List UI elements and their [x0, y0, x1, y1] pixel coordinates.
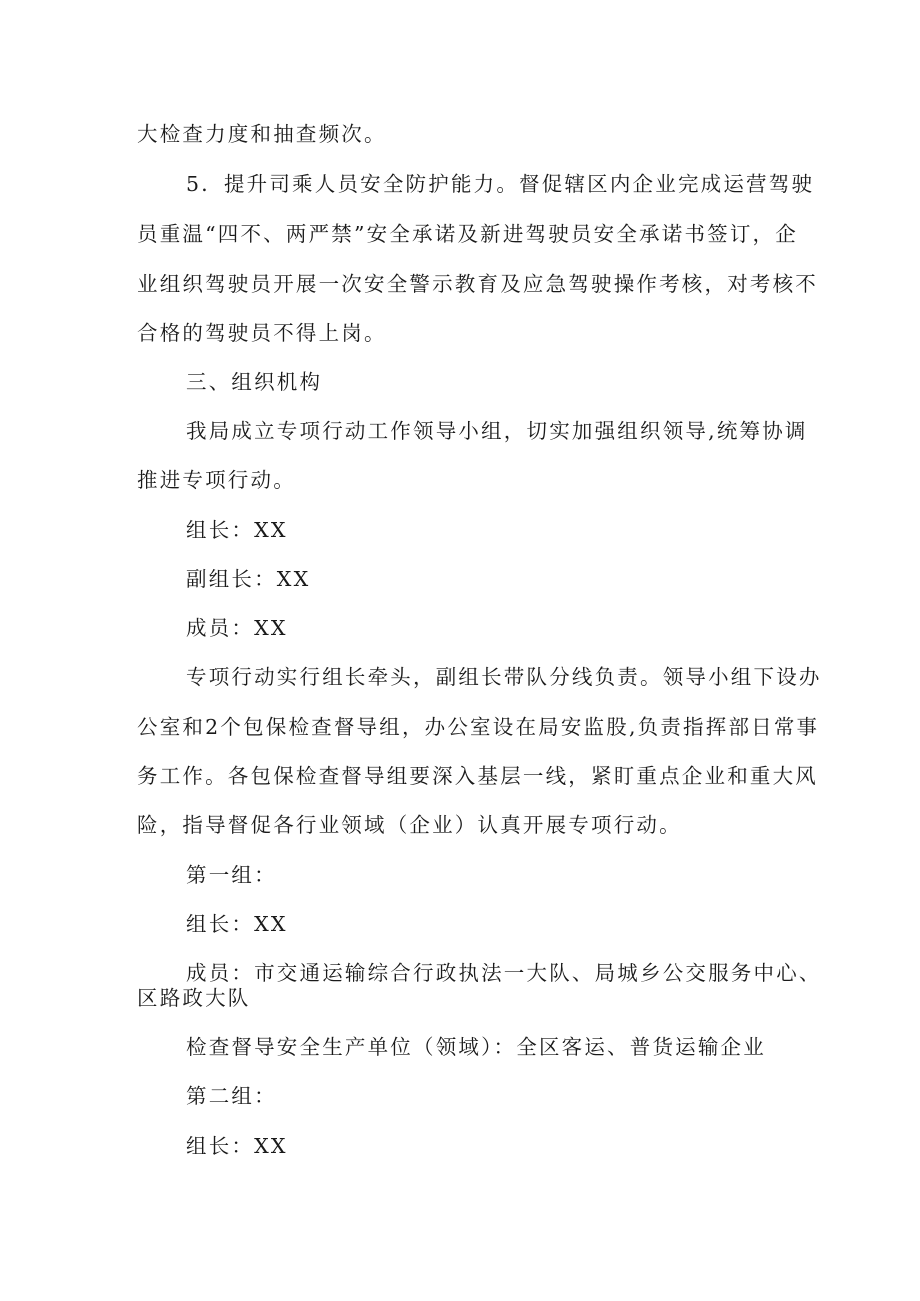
text-line: 副组长：XX	[186, 567, 311, 591]
text-line: 大检查力度和抽查频次。	[137, 122, 387, 146]
text-line: 检查督导安全生产单位（领域）：全区客运、普货运输企业	[186, 1035, 766, 1059]
text-line: 业组织驾驶员开展一次安全警示教育及应急驾驶操作考核，对考核不	[137, 272, 818, 296]
text-line: 成员：XX	[186, 616, 288, 640]
text-line: 务工作。各包保检查督导组要深入基层一线，紧盯重点企业和重大风	[137, 764, 818, 788]
text-line: 公室和2个包保检查督导组，办公室设在局安监股,负责指挥部日常事	[137, 715, 820, 739]
text-line: 险，指导督促各行业领域（企业）认真开展专项行动。	[137, 813, 682, 837]
text-line: 专项行动实行组长牵头，副组长带队分线负责。领导小组下设办	[186, 665, 822, 689]
text-line: 员重温“四不、两严禁”安全承诺及新进驾驶员安全承诺书签订，企	[137, 222, 798, 246]
text-line: 区路政大队	[137, 986, 251, 1010]
text-line: 组长：XX	[186, 912, 288, 936]
section-heading: 三、组织机构	[186, 370, 323, 394]
text-line: 第二组：	[186, 1084, 277, 1108]
text-line: 第一组：	[186, 863, 277, 887]
text-line: 我局成立专项行动工作领导小组，切实加强组织领导,统筹协调	[186, 419, 808, 443]
text-line: 成员：市交通运输综合行政执法一大队、局城乡公交服务中心、	[186, 961, 822, 985]
text-line: 5．提升司乘人员安全防护能力。督促辖区内企业完成运营驾驶	[186, 172, 815, 196]
text-line: 推进专项行动。	[137, 468, 296, 492]
text-line: 组长：XX	[186, 518, 288, 542]
text-line: 合格的驾驶员不得上岗。	[137, 321, 387, 345]
text-line: 组长：XX	[186, 1134, 288, 1158]
